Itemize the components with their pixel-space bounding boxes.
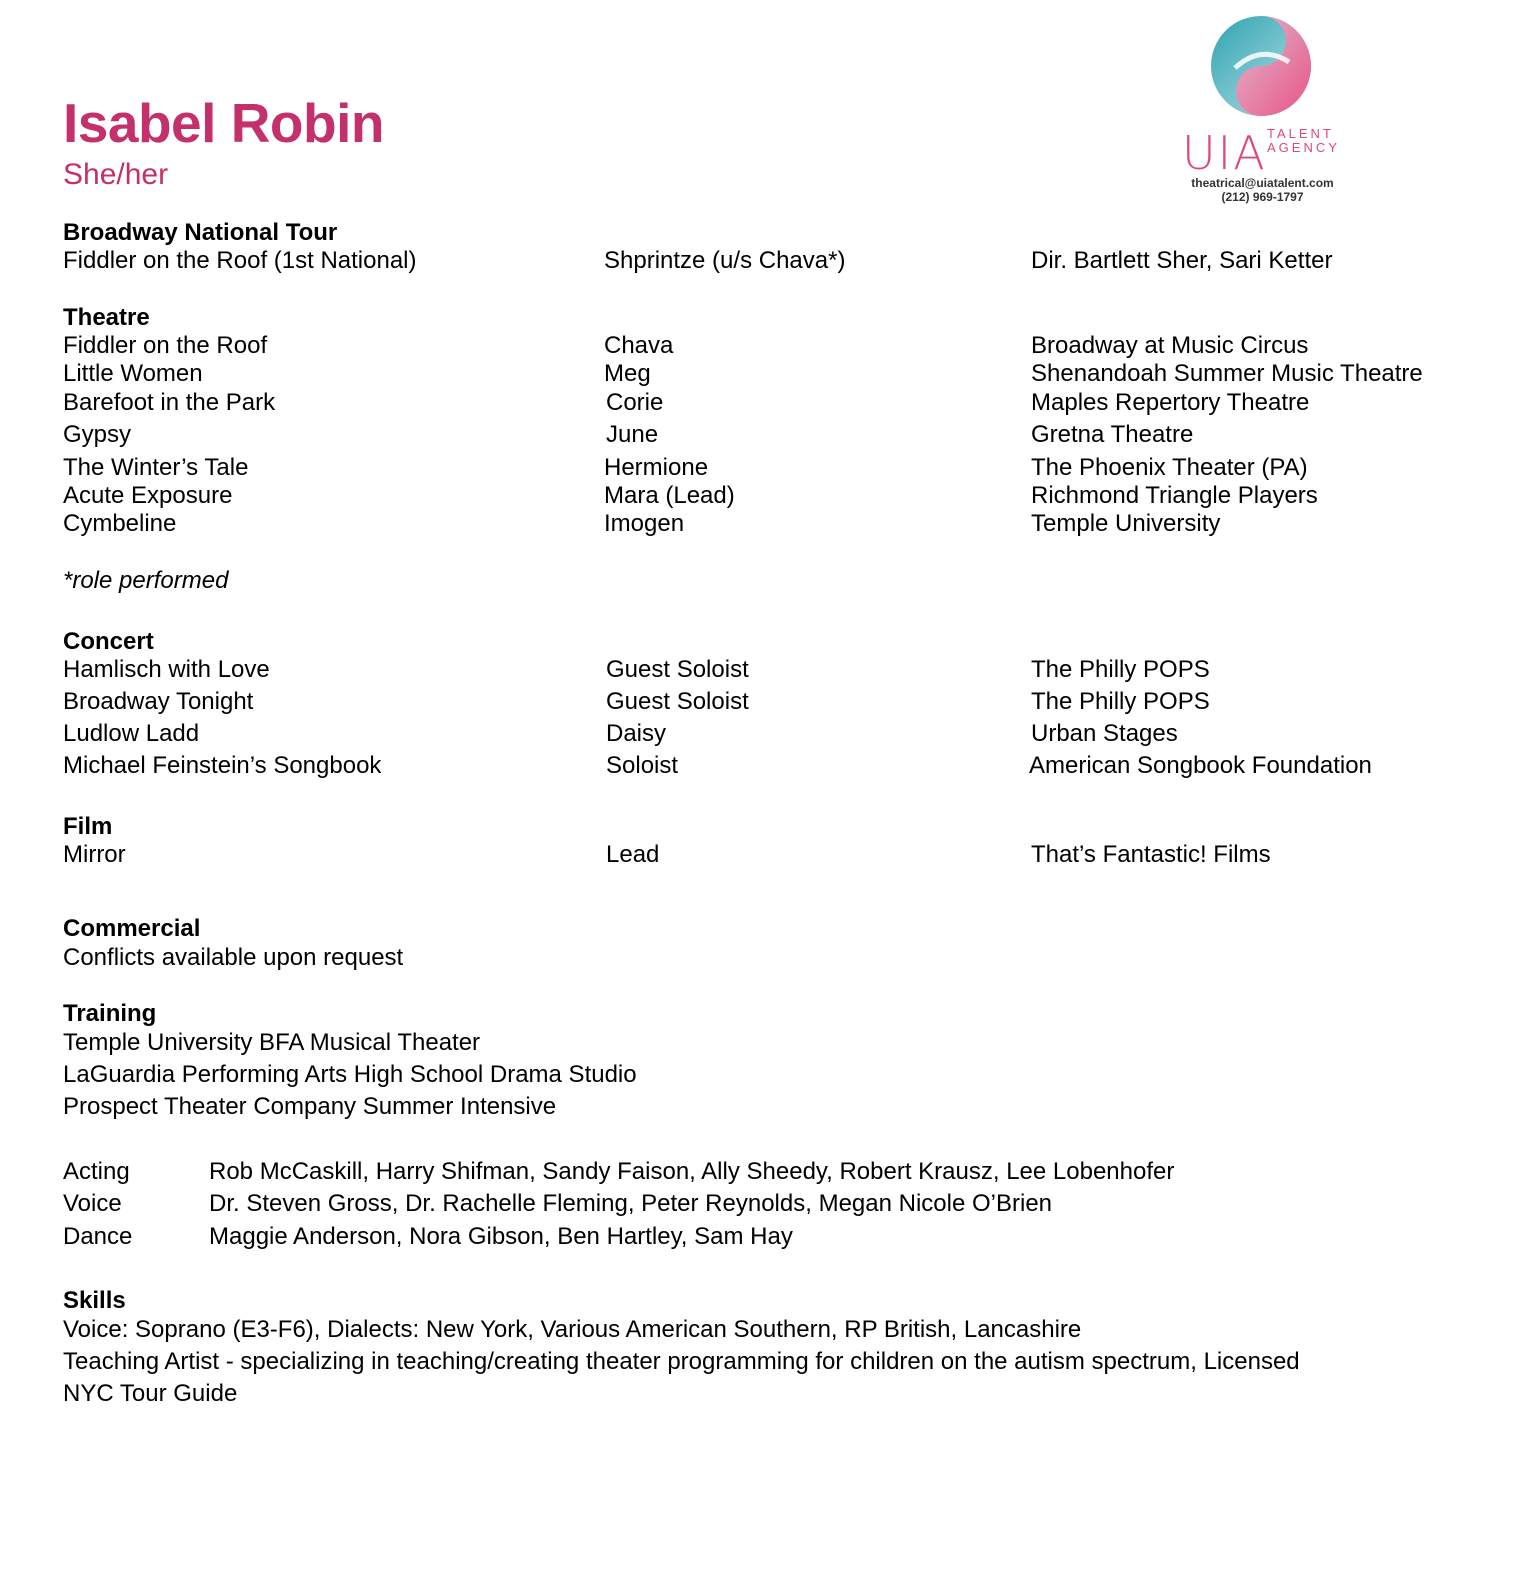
credit-role: Mara (Lead) <box>604 482 735 509</box>
credit-role: Guest Soloist <box>606 656 749 683</box>
credit-title: Broadway Tonight <box>63 688 254 715</box>
credit-title: Gypsy <box>63 421 132 448</box>
role-performed-note: *role performed <box>63 567 229 594</box>
pronouns: She/her <box>63 158 169 191</box>
credit-company: Dir. Bartlett Sher, Sari Ketter <box>1031 247 1333 274</box>
credit-title: Cymbeline <box>63 510 177 537</box>
credit-company: Temple University <box>1031 510 1221 537</box>
credit-role: Daisy <box>606 720 667 747</box>
training-line: Prospect Theater Company Summer Intensive <box>63 1093 557 1120</box>
credit-role: Shprintze (u/s Chava*) <box>604 247 846 274</box>
agency-email[interactable]: theatrical@uiatalent.com <box>1191 176 1334 190</box>
skills-line: Voice: Soprano (E3-F6), Dialects: New York, Various American Southern, RP British, Lancashire <box>63 1316 1082 1343</box>
credit-title: Ludlow Ladd <box>63 720 200 747</box>
credit-title: Fiddler on the Roof (1st National) <box>63 247 417 274</box>
credit-role: Soloist <box>606 752 679 779</box>
section-heading-tour: Broadway National Tour <box>63 219 338 246</box>
credit-role: Imogen <box>604 510 685 537</box>
training-line: LaGuardia Performing Arts High School Drama Studio <box>63 1061 637 1088</box>
credit-company: The Phoenix Theater (PA) <box>1031 454 1308 481</box>
credit-company: The Philly POPS <box>1031 656 1210 683</box>
logo-wordmark: UIA <box>1182 126 1267 180</box>
credit-title: Michael Feinstein’s Songbook <box>63 752 382 779</box>
training-line: Temple University BFA Musical Theater <box>63 1029 481 1056</box>
section-heading-film: Film <box>63 813 113 840</box>
credit-title: Little Women <box>63 360 203 387</box>
teacher-list: Maggie Anderson, Nora Gibson, Ben Hartley, Sam Hay <box>209 1223 793 1250</box>
credit-company: Gretna Theatre <box>1031 421 1194 448</box>
agency-logo-icon <box>1205 10 1317 122</box>
teacher-category: Voice <box>63 1190 122 1217</box>
credit-role: Guest Soloist <box>606 688 749 715</box>
credit-company: Urban Stages <box>1031 720 1178 747</box>
credit-title: Hamlisch with Love <box>63 656 270 683</box>
credit-company: American Songbook Foundation <box>1029 752 1372 779</box>
commercial-text: Conflicts available upon request <box>63 944 404 971</box>
section-heading-training: Training <box>63 1000 157 1027</box>
credit-title: Mirror <box>63 841 126 868</box>
section-heading-theatre: Theatre <box>63 304 150 331</box>
credit-role: Meg <box>604 360 651 387</box>
credit-title: Barefoot in the Park <box>63 389 276 416</box>
credit-company: Richmond Triangle Players <box>1031 482 1318 509</box>
credit-role: June <box>606 421 659 448</box>
logo-agency-text: AGENCY <box>1267 140 1340 155</box>
credit-role: Hermione <box>604 454 709 481</box>
section-heading-skills: Skills <box>63 1287 126 1314</box>
teacher-list: Rob McCaskill, Harry Shifman, Sandy Faison, Ally Sheedy, Robert Krausz, Lee Lobenhofer <box>209 1158 1175 1185</box>
section-heading-commercial: Commercial <box>63 915 201 942</box>
credit-company: Maples Repertory Theatre <box>1031 389 1310 416</box>
teacher-list: Dr. Steven Gross, Dr. Rachelle Fleming, Peter Reynolds, Megan Nicole O’Brien <box>209 1190 1053 1217</box>
credit-title: Fiddler on the Roof <box>63 332 268 359</box>
credit-title: The Winter’s Tale <box>63 454 249 481</box>
skills-line: NYC Tour Guide <box>63 1380 238 1407</box>
logo-talent-text: TALENT <box>1267 126 1334 141</box>
credit-company: That’s Fantastic! Films <box>1031 841 1271 868</box>
actor-name: Isabel Robin <box>63 92 384 154</box>
credit-role: Corie <box>606 389 664 416</box>
agency-logo <box>1160 10 1370 205</box>
teacher-category: Acting <box>63 1158 130 1185</box>
credit-role: Lead <box>606 841 660 868</box>
section-heading-concert: Concert <box>63 628 154 655</box>
skills-line: Teaching Artist - specializing in teaching/creating theater programming for children on the autism spectrum, Licensed <box>63 1348 1300 1375</box>
credit-role: Chava <box>604 332 674 359</box>
credit-company: Shenandoah Summer Music Theatre <box>1031 360 1423 387</box>
credit-title: Acute Exposure <box>63 482 233 509</box>
teacher-category: Dance <box>63 1223 133 1250</box>
credit-company: The Philly POPS <box>1031 688 1210 715</box>
credit-company: Broadway at Music Circus <box>1031 332 1309 359</box>
agency-phone: (212) 969-1797 <box>1221 190 1304 204</box>
